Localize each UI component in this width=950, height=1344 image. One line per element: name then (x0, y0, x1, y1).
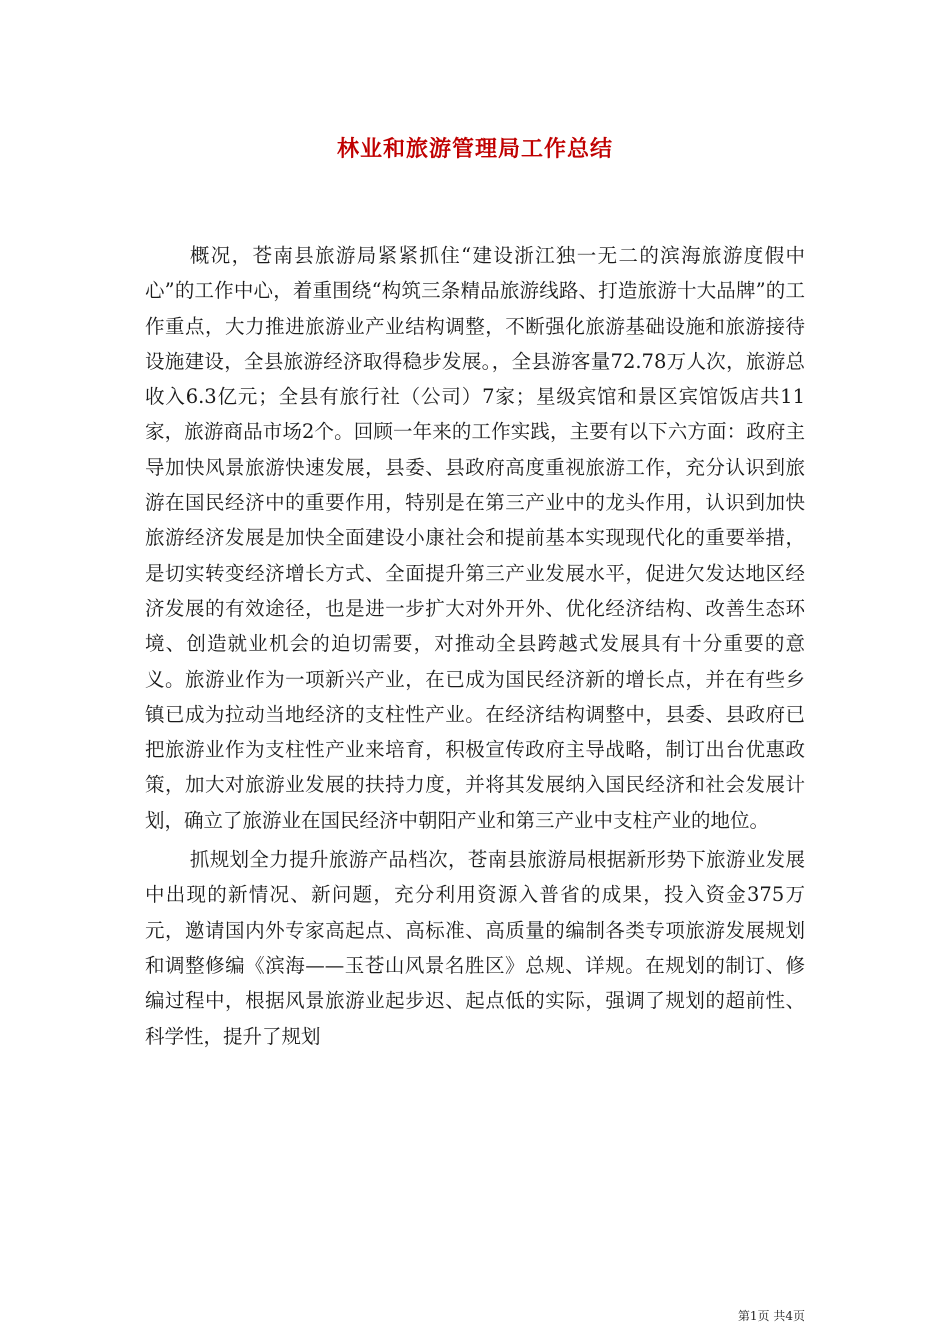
body-paragraph-2: 抓规划全力提升旅游产品档次，苍南县旅游局根据新形势下旅游业发展中出现的新情况、新问题，充分利用资源入普省的成果，投入资金375万元，邀请国内外专家高起点、高标准、高质量的编制各类专项旅游发展规划和调整修编《滨海——玉苍山风景名胜区》总规、详规。在规划的制订、修编过程中，根据风景旅游业起步迟、起点低的实际，强调了规划的超前性、科学性，提升了规划 (145, 848, 805, 1048)
document-body (145, 238, 805, 1058)
page-number-footer: 第1页 共4页 (737, 1309, 805, 1323)
document-title: 林业和旅游管理局工作总结 (336, 136, 613, 162)
body-paragraph-1: 概况，苍南县旅游局紧紧抓住“建设浙江独一无二的滨海旅游度假中心”的工作中心，着重围绕“构筑三条精品旅游线路、打造旅游十大品牌”的工作重点，大力推进旅游业产业结构调整，不断强化旅游基础设施和旅游接待设施建设，全县旅游经济取得稳步发展。，全县游客量72.78万人次，旅游总收入6.3亿元；全县有旅行社（公司）7家；星级宾馆和景区宾馆饭店共11家，旅游商品市场2个。回顾一年来的工作实践，主要有以下六方面：政府主导加快风景旅游快速发展，县委、县政府高度重视旅游工作，充分认识到旅游在国民经济中的重要作用，特别是在第三产业中的龙头作用，认识到加快旅游经济发展是加快全面建设小康社会和提前基本实现现代化的重要举措，是切实转变经济增长方式、全面提升第三产业发展水平，促进欠发达地区经济发展的有效途径，也是进一步扩大对外开外、优化经济结构、改善生态环境、创造就业机会的迫切需要，对推动全县跨越式发展具有十分重要的意义。旅游业作为一项新兴产业，在已成为国民经济新的增长点，并在有些乡镇已成为拉动当地经济的支柱性产业。在经济结构调整中，县委、县政府已把旅游业作为支柱性产业来培育，积极宣传政府主导战略，制订出台优惠政策，加大对旅游业发展的扶持力度，并将其发展纳入国民经济和社会发展计划，确立了旅游业在国民经济中朝阳产业和第三产业中支柱产业的地位。 (145, 244, 805, 832)
